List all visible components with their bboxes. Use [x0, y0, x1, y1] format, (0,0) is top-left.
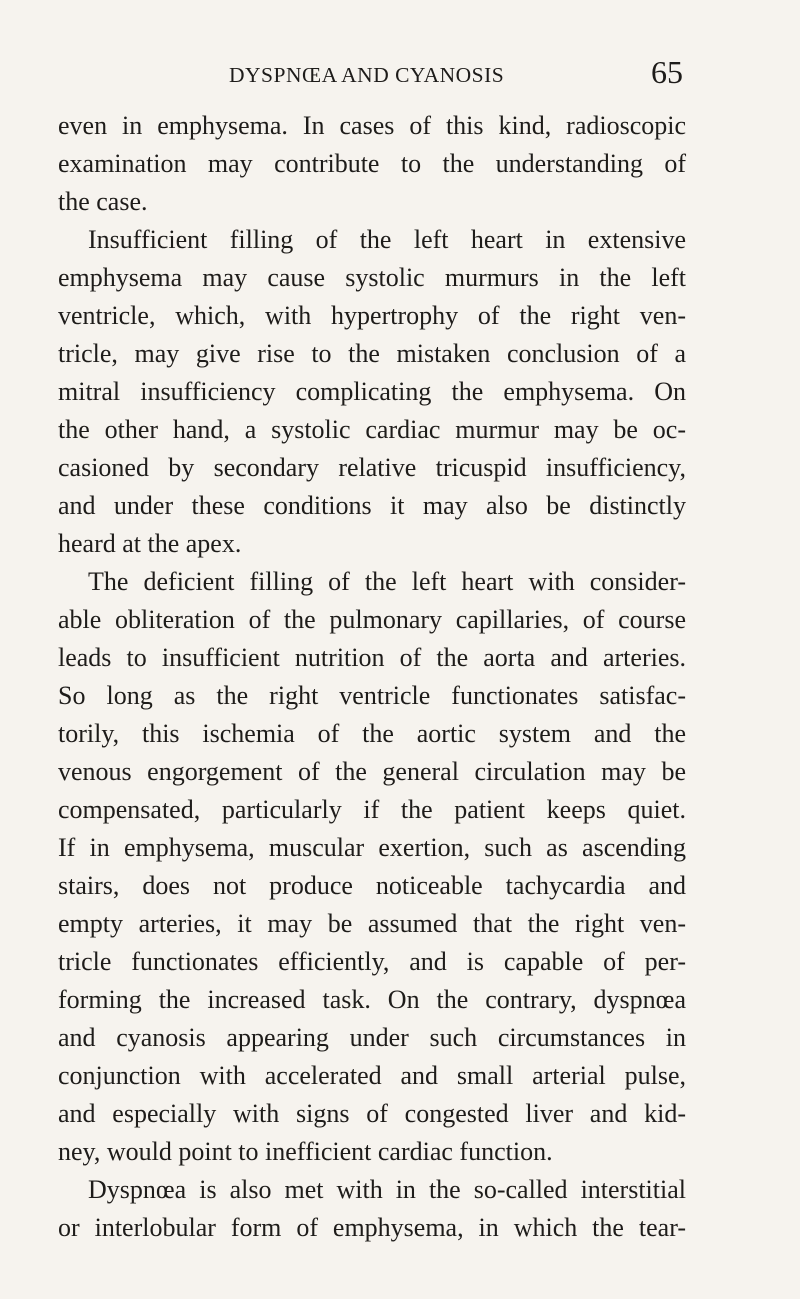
text-line: mitral insufficiency complicating the emphysema. On	[58, 377, 686, 406]
text-line: and especially with signs of congested liver and kid-	[58, 1099, 686, 1128]
text-line: and cyanosis appearing under such circumstances in	[58, 1023, 686, 1052]
text-line: casioned by secondary relative tricuspid insufficiency,	[58, 453, 686, 482]
text-line: or interlobular form of emphysema, in which the tear-	[58, 1213, 686, 1242]
text-line: Dyspnœa is also met with in the so-called interstitial	[88, 1175, 686, 1204]
text-line: If in emphysema, muscular exertion, such as ascending	[58, 833, 686, 862]
text-line: emphysema may cause systolic murmurs in the left	[58, 263, 686, 292]
text-line: leads to insufficient nutrition of the aorta and arteries.	[58, 643, 686, 672]
text-line: heard at the apex.	[58, 529, 242, 558]
text-line: torily, this ischemia of the aortic system and the	[58, 719, 686, 748]
text-line: venous engorgement of the general circulation may be	[58, 757, 686, 786]
text-line: Insufficient filling of the left heart in extensive	[88, 225, 686, 254]
text-line: tricle, may give rise to the mistaken conclusion of a	[58, 339, 686, 368]
text-line: forming the increased task. On the contrary, dyspnœa	[58, 985, 686, 1014]
text-line: compensated, particularly if the patient keeps quiet.	[58, 795, 686, 824]
running-title: DYSPNŒA AND CYANOSIS	[229, 63, 505, 87]
page-number: 65	[651, 54, 683, 90]
text-line: The deficient filling of the left heart with consider-	[88, 567, 686, 596]
text-line: and under these conditions it may also be distinctly	[58, 491, 686, 520]
text-line: even in emphysema. In cases of this kind, radioscopic	[58, 111, 686, 140]
text-line: conjunction with accelerated and small arterial pulse,	[58, 1061, 686, 1090]
text-line: ventricle, which, with hypertrophy of the right ven-	[58, 301, 686, 330]
text-line: stairs, does not produce noticeable tachycardia and	[58, 871, 686, 900]
text-line: ney, would point to inefficient cardiac function.	[58, 1137, 553, 1166]
text-line: examination may contribute to the understanding of	[58, 149, 686, 178]
text-line: the other hand, a systolic cardiac murmur may be oc-	[58, 415, 686, 444]
text-line: able obliteration of the pulmonary capillaries, of course	[58, 605, 686, 634]
text-line: So long as the right ventricle functionates satisfac-	[58, 681, 686, 710]
text-line: empty arteries, it may be assumed that the right ven-	[58, 909, 686, 938]
text-line: the case.	[58, 187, 148, 216]
text-line: tricle functionates efficiently, and is capable of per-	[58, 947, 686, 976]
